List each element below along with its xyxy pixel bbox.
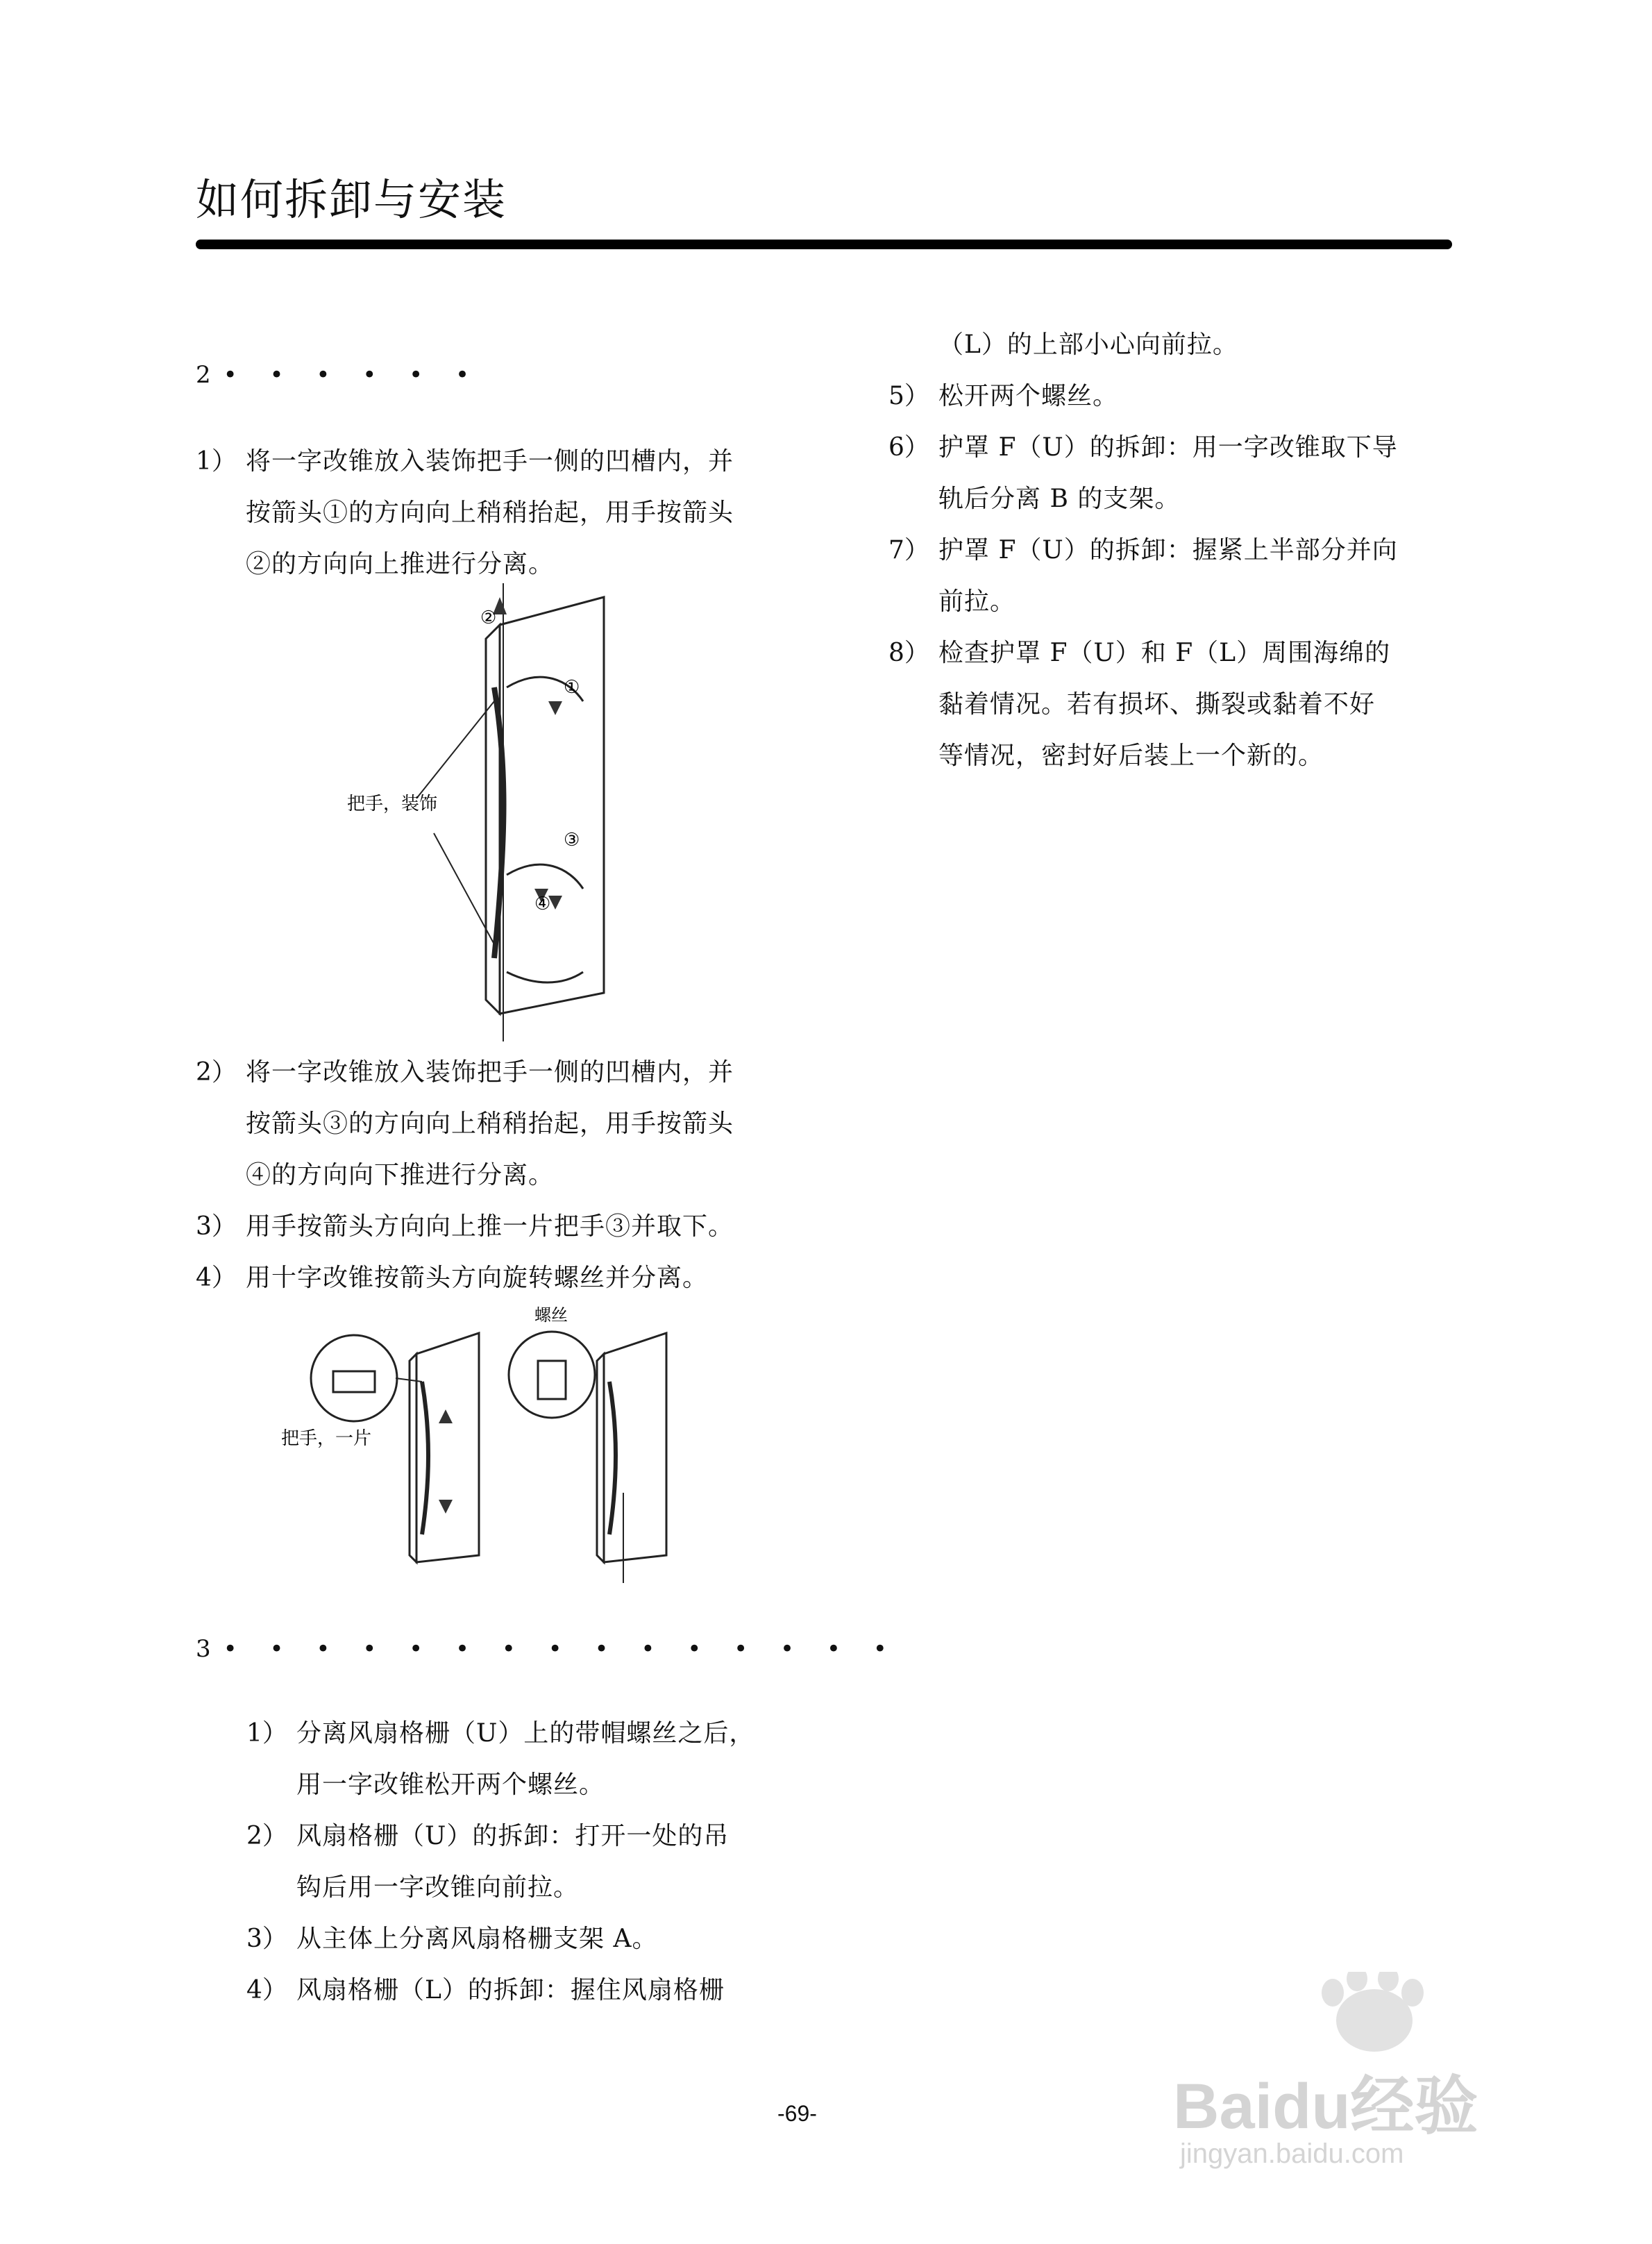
list-item (246, 1914, 816, 1965)
list-item (196, 1253, 820, 1304)
list-item (246, 1708, 816, 1811)
item-line: 将一字改锥放入装饰把手一侧的凹槽内，并 (246, 447, 734, 476)
leader-line-1 (416, 701, 494, 798)
watermark-brand: Baidu经验 (1173, 2071, 1478, 2142)
item-line: 从主体上分离风扇格栅支架 A。 (296, 1925, 658, 1953)
door-panel-left (416, 1333, 479, 1562)
item-line: 用十字改锥按箭头方向旋转螺丝并分离。 (246, 1264, 709, 1292)
handle-bar-right (609, 1382, 616, 1534)
item-line: 分离风扇格栅（U）上的带帽螺丝之后， (296, 1719, 755, 1748)
list-item (196, 1201, 820, 1253)
item-number: 4） (196, 1264, 237, 1292)
item-number: 7） (888, 536, 929, 564)
list-item (246, 1965, 816, 2016)
figure2-label-handle: 把手，一片 (281, 1428, 372, 1449)
item-number: 8） (888, 639, 929, 667)
marker-2: ② (480, 608, 497, 628)
figure1-label: 把手，装饰 (347, 794, 438, 814)
figure-handle-decoration (333, 583, 652, 1041)
item-line: 前拉。 (938, 587, 1016, 616)
item-number: 1） (246, 1719, 287, 1748)
detail-circle-screw (509, 1332, 595, 1418)
section-2-heading: 2• • • • • • (196, 361, 482, 389)
hand-bottom (507, 972, 583, 982)
item-line: 用一字改锥松开两个螺丝。 (296, 1770, 605, 1799)
figure2-label-screw: 螺丝 (534, 1305, 568, 1325)
arrow-up-icon (439, 1409, 453, 1423)
item-line: 黏着情况。若有损坏、撕裂或黏着不好 (938, 690, 1376, 719)
item-number: 3） (196, 1212, 237, 1241)
arrow-down-icon (548, 701, 562, 715)
item-line: 钩后用一字改锥向前拉。 (296, 1873, 580, 1902)
page-number: -69- (777, 2101, 817, 2126)
item-line: 护罩 F（U）的拆卸：用一字改锥取下导 (938, 433, 1398, 462)
right-steps (888, 319, 1458, 782)
item-line: 松开两个螺丝。 (938, 382, 1119, 410)
marker-4: ④ (534, 894, 551, 914)
item-line: 护罩 F（U）的拆卸：握紧上半部分并向 (938, 536, 1398, 564)
item-line: ②的方向向上推进行分离。 (246, 550, 555, 578)
figure-handle-screw (271, 1305, 757, 1583)
item-line: 按箭头③的方向向上稍稍抬起，用手按箭头 (246, 1110, 734, 1138)
handle-piece-shape (333, 1371, 375, 1392)
left-steps-b (196, 1047, 820, 1304)
item-line: 检查护罩 F（U）和 F（L）周围海绵的 (938, 639, 1391, 667)
door-panel-right (604, 1333, 666, 1562)
item-line: 将一字改锥放入装饰把手一侧的凹槽内，并 (246, 1058, 734, 1087)
item-number: 6） (888, 433, 929, 462)
title-rule (196, 240, 1452, 249)
list-item (888, 319, 1458, 371)
list-item (888, 628, 1458, 782)
item-number: 1） (196, 447, 237, 476)
left-steps-c (246, 1708, 816, 2016)
page-title: 如何拆卸与安装 (196, 174, 507, 225)
item-line: 轨后分离 B 的支架。 (938, 485, 1181, 513)
section-3-heading: 3• • • • • • • • • • • • • • • (196, 1635, 900, 1663)
item-line: 风扇格栅（U）的拆卸：打开一处的吊 (296, 1822, 730, 1850)
door-panel (500, 597, 604, 1014)
item-number: 4） (246, 1976, 287, 2004)
item-number: 3） (246, 1925, 287, 1953)
door-edge-right (597, 1354, 604, 1562)
list-item (196, 1047, 820, 1201)
item-line: 等情况，密封好后装上一个新的。 (938, 742, 1324, 770)
list-item (888, 422, 1458, 525)
item-number: 2） (246, 1822, 287, 1850)
list-item (246, 1811, 816, 1914)
item-line: 用手按箭头方向向上推一片把手③并取下。 (246, 1212, 734, 1241)
list-item (888, 371, 1458, 422)
screw-bracket-shape (538, 1361, 566, 1399)
watermark-url: jingyan.baidu.com (1180, 2138, 1404, 2169)
list-item (888, 525, 1458, 628)
item-line: （L）的上部小心向前拉。 (938, 330, 1238, 359)
item-number: 2） (196, 1058, 237, 1087)
marker-1: ① (564, 677, 580, 698)
left-steps-a (196, 436, 820, 590)
detail-circle-handle (311, 1335, 397, 1421)
list-item (196, 436, 820, 590)
item-number: 5） (888, 382, 929, 410)
item-line: ④的方向向下推进行分离。 (246, 1161, 555, 1189)
door-edge-left (410, 1354, 416, 1562)
handle-bar-left (422, 1382, 428, 1534)
marker-3: ③ (564, 830, 580, 851)
item-line: 风扇格栅（L）的拆卸：握住风扇格栅 (296, 1976, 725, 2004)
baidu-watermark (1173, 1972, 1534, 2180)
hand-lower (507, 864, 583, 889)
item-line: 按箭头①的方向向上稍稍抬起，用手按箭头 (246, 499, 734, 527)
arrow-down-icon (439, 1500, 453, 1514)
